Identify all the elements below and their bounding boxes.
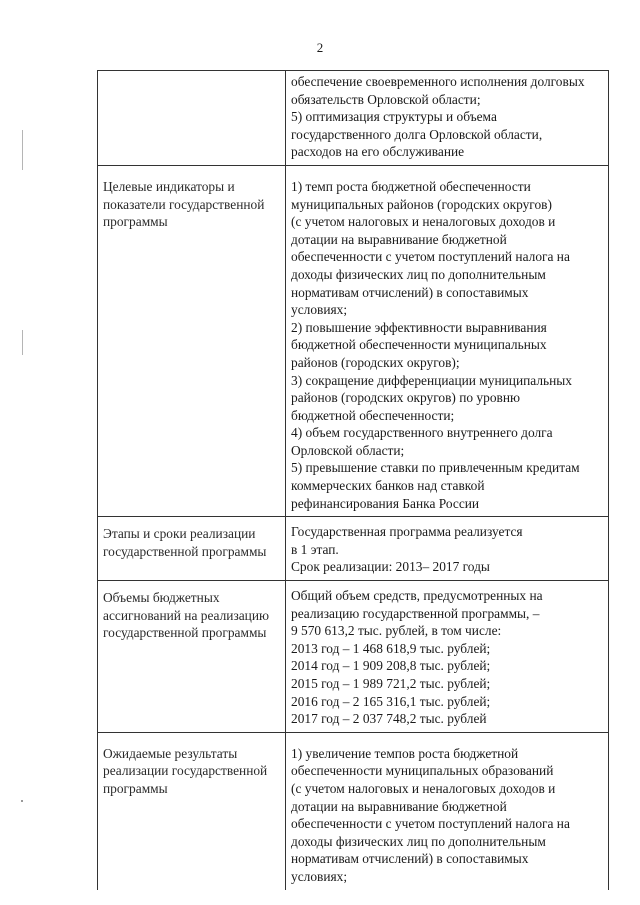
content-line: (с учетом налоговых и неналоговых доходов и [291, 780, 556, 796]
content-line: (с учетом налоговых и неналоговых доходов и [291, 214, 556, 230]
content-line: обеспечение своевременного исполнения долговых [291, 74, 585, 89]
label-line: Объемы бюджетных [103, 590, 220, 606]
program-passport-table [97, 70, 609, 890]
label-line: Ожидаемые результаты [103, 745, 238, 761]
content-line: Срок реализации: 2013– 2017 годы [291, 559, 490, 575]
row-label-cell [98, 71, 286, 166]
content-line: нормативам отчислений) в сопоставимых [291, 851, 529, 867]
content-line: 1) темп роста бюджетной обеспеченности [291, 178, 531, 194]
row-content-cell [286, 732, 609, 889]
label-line: Целевые индикаторы и [103, 178, 235, 194]
content-line: в 1 этап. [291, 541, 339, 557]
label-line: показатели государственной [103, 196, 265, 212]
content-line: 2) повышение эффективности выравнивания [291, 319, 547, 335]
table-row [98, 71, 609, 166]
content-line: рефинансирования Банка России [291, 495, 480, 511]
content-line: реализацию государственной программы, – [291, 605, 540, 621]
table-row [98, 165, 609, 516]
content-line: 3) сокращение дифференциации муниципальных [291, 372, 572, 388]
table-row [98, 517, 609, 581]
content-line: районов (городских округов); [291, 354, 460, 370]
content-line: доходы физических лиц по дополнительным [291, 833, 546, 849]
content-line: 5) оптимизация структуры и объема [291, 109, 497, 125]
content-line: районов (городских округов) по уровню [291, 390, 521, 406]
content-line: обеспеченности с учетом поступлений налога на [291, 249, 570, 265]
content-line: условиях; [291, 868, 348, 884]
row-content-cell [286, 71, 609, 166]
content-line: расходов на его обслуживание [291, 144, 465, 160]
content-line: Орловской области; [291, 442, 405, 458]
content-line: 2014 год – 1 909 208,8 тыс. рублей; [291, 658, 491, 674]
label-line: реализации государственной [103, 763, 268, 779]
content-line: Государственная программа реализуется [291, 524, 523, 540]
content-line: 2015 год – 1 989 721,2 тыс. рублей; [291, 676, 491, 691]
content-line: дотации на выравнивание бюджетной [291, 798, 507, 814]
content-line: дотации на выравнивание бюджетной [291, 231, 507, 247]
label-line: программы [103, 214, 168, 230]
row-content-cell [286, 581, 609, 733]
row-label-cell [98, 581, 286, 733]
row-label-cell [98, 732, 286, 889]
content-line: 1) увеличение темпов роста бюджетной [291, 745, 519, 761]
scan-artifact [22, 130, 23, 170]
content-line: доходы физических лиц по дополнительным [291, 266, 546, 282]
page-number: 2 [316, 40, 324, 55]
content-line: обеспеченности муниципальных образований [291, 763, 554, 779]
row-content-cell [286, 517, 609, 581]
content-line: 2016 год – 2 165 316,1 тыс. рублей; [291, 693, 491, 709]
content-line: 2013 год – 1 468 618,9 тыс. рублей; [291, 640, 491, 656]
content-line: 4) объем государственного внутреннего долга [291, 425, 553, 441]
table-row [98, 732, 609, 889]
content-line: бюджетной обеспеченности; [291, 407, 455, 423]
content-line: нормативам отчислений) в сопоставимых [291, 284, 529, 300]
table-row [98, 581, 609, 733]
label-line: ассигнований на реализацию [103, 607, 270, 623]
scan-artifact [22, 330, 23, 355]
content-line: обязательств Орловской области; [291, 91, 481, 107]
content-line: 9 570 613,2 тыс. рублей, в том числе: [291, 623, 502, 639]
content-line: Общий объем средств, предусмотренных на [291, 588, 543, 604]
label-line: Этапы и сроки реализации [103, 526, 256, 542]
row-content-cell [286, 165, 609, 516]
label-line: программы [103, 780, 168, 796]
label-line: государственной программы [103, 543, 267, 559]
row-label-cell [98, 517, 286, 581]
content-line: 2017 год – 2 037 748,2 тыс. рублей [291, 711, 487, 727]
content-line: государственного долга Орловской области, [291, 126, 543, 142]
content-line: обеспеченности с учетом поступлений налога на [291, 816, 570, 832]
content-line: бюджетной обеспеченности муниципальных [291, 337, 547, 353]
label-line: государственной программы [103, 625, 267, 641]
scan-artifact [21, 800, 23, 802]
row-label-cell [98, 165, 286, 516]
content-line: 5) превышение ставки по привлеченным кредитам [291, 460, 580, 476]
content-line: условиях; [291, 302, 348, 318]
content-line: коммерческих банков над ставкой [291, 478, 485, 494]
content-line: муниципальных районов (городских округов) [291, 196, 552, 212]
